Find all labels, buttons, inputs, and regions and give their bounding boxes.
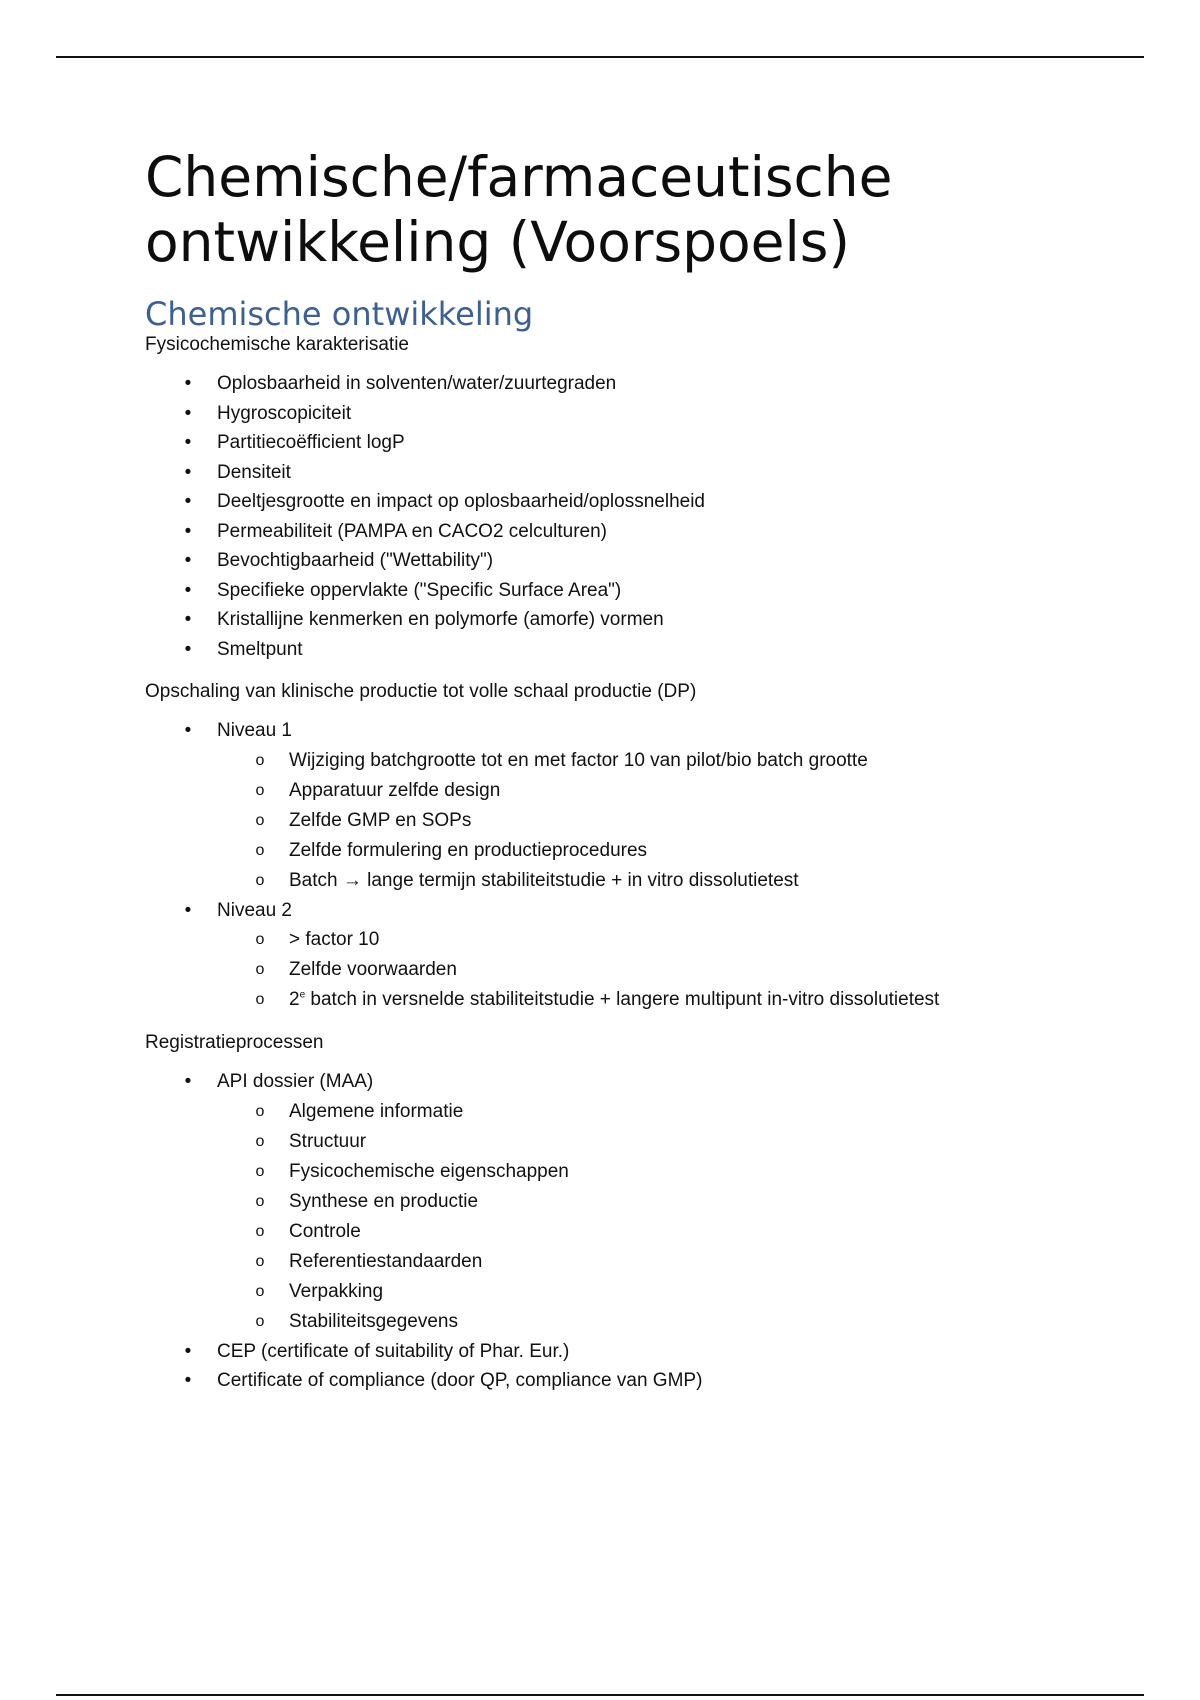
circle-bullet-icon: o	[255, 991, 265, 1008]
circle-bullet-icon: o	[255, 1132, 265, 1150]
list-item-text: CEP (certificate of suitability of Phar. Eur.)	[217, 1340, 570, 1362]
sublist-item	[217, 806, 1045, 836]
list-item	[145, 635, 1045, 665]
list-item-text: Bevochtigbaarheid ("Wettability")	[217, 550, 494, 571]
sublist-item	[217, 985, 1045, 1015]
sublist-item	[217, 1157, 1045, 1187]
list-item-text: Oplosbaarheid in solventen/water/zuurtegraden	[217, 373, 617, 394]
list-registratie	[145, 1067, 1045, 1396]
bullet-icon: •	[184, 550, 192, 571]
sublist-item-text: Synthese en productie	[289, 1190, 479, 1212]
list-item-text: Certificate of compliance (door QP, compliance van GMP)	[217, 1370, 703, 1391]
sublist-item-text: Fysicochemische eigenschappen	[289, 1160, 569, 1182]
sublist-niveau-1	[217, 746, 1045, 896]
sublist-item	[217, 836, 1045, 866]
list-item-compliance	[145, 1366, 1045, 1396]
sublist-item-text: Zelfde GMP en SOPs	[289, 809, 472, 831]
bullet-icon: •	[184, 1370, 192, 1391]
circle-bullet-icon: o	[255, 841, 265, 859]
circle-bullet-icon: o	[255, 1192, 265, 1210]
sublist-item-text: Zelfde formulering en productieprocedures	[289, 839, 648, 861]
list-item-text: Specifieke oppervlakte ("Specific Surface Area")	[217, 579, 622, 601]
list-item-text: Partitiecoëfficient logP	[217, 432, 405, 453]
circle-bullet-icon: o	[255, 751, 265, 769]
sublist-item-text: Batch → lange termijn stabiliteitstudie + in vitro dissolutietest	[289, 869, 799, 891]
bullet-icon: •	[184, 899, 192, 921]
list-item	[145, 428, 1045, 458]
ordinal-number: 2	[289, 989, 300, 1010]
list-item-text: Deeltjesgrootte en impact op oplosbaarheid/oplossnelheid	[217, 491, 705, 512]
circle-bullet-icon: o	[255, 1312, 265, 1330]
list-item-text: Niveau 1	[217, 720, 292, 741]
circle-bullet-icon: o	[255, 1102, 265, 1120]
bullet-icon: •	[184, 1340, 192, 1362]
document-title-line-1: Chemische/farmaceutische	[145, 145, 893, 209]
circle-bullet-icon: o	[255, 961, 265, 978]
sublist-item-text: > factor 10	[289, 929, 380, 950]
list-item-text: Permeabiliteit (PAMPA en CACO2 celculturen)	[217, 520, 608, 542]
bullet-icon: •	[184, 579, 192, 601]
sublist-item	[217, 1127, 1045, 1157]
list-item-text: Kristallijne kenmerken en polymorfe (amorfe) vormen	[217, 609, 664, 630]
sublist-item	[217, 866, 1045, 896]
list-opschaling	[145, 716, 1045, 1015]
list-item-api-dossier	[145, 1067, 1045, 1337]
sublist-api-dossier	[217, 1097, 1045, 1337]
circle-bullet-icon: o	[255, 1282, 265, 1300]
section-heading-chemische-ontwikkeling: Chemische ontwikkeling	[145, 295, 534, 333]
list-karakterisatie	[145, 369, 1045, 664]
sublist-niveau-2	[217, 925, 1045, 1015]
sublist-item-text: Algemene informatie	[289, 1100, 464, 1122]
sublist-item-text: Apparatuur zelfde design	[289, 779, 501, 801]
list-item-text: Niveau 2	[217, 899, 292, 921]
sublist-item	[217, 1217, 1045, 1247]
bullet-icon: •	[184, 491, 192, 512]
list-item	[145, 369, 1045, 399]
circle-bullet-icon: o	[255, 811, 265, 829]
bullet-icon: •	[184, 373, 192, 394]
bullet-icon: •	[184, 402, 192, 424]
sublist-item	[217, 1097, 1045, 1127]
sublist-item	[217, 776, 1045, 806]
list-item-niveau-1	[145, 716, 1045, 896]
bullet-icon: •	[184, 1071, 192, 1092]
sublist-item	[217, 746, 1045, 776]
bullet-icon: •	[184, 609, 192, 630]
list-item	[145, 605, 1045, 635]
list-item-text: Smeltpunt	[217, 638, 303, 660]
circle-bullet-icon: o	[255, 871, 265, 889]
ordinal-suffix: e	[299, 989, 306, 1001]
sublist-item-text: Controle	[289, 1220, 361, 1242]
sublist-item-rest: batch in versnelde stabiliteitstudie + langere multipunt in-vitro dissolutietest	[305, 989, 940, 1010]
list-item	[145, 517, 1045, 547]
subheading-registratieprocessen: Registratieprocessen	[145, 1032, 324, 1053]
bullet-icon: •	[184, 720, 192, 741]
circle-bullet-icon: o	[255, 1162, 265, 1180]
sublist-item-text: Zelfde voorwaarden	[289, 959, 457, 980]
subheading-fysicochemische: Fysicochemische karakterisatie	[145, 334, 409, 355]
sublist-item	[217, 1277, 1045, 1307]
list-item	[145, 458, 1045, 488]
circle-bullet-icon: o	[255, 1222, 265, 1240]
list-item-text: Hygroscopiciteit	[217, 402, 352, 424]
top-rule	[56, 56, 1144, 58]
list-item	[145, 546, 1045, 576]
sublist-item-text	[289, 989, 939, 1010]
circle-bullet-icon: o	[255, 1252, 265, 1270]
list-item	[145, 487, 1045, 517]
list-item-cep	[145, 1337, 1045, 1367]
bullet-icon: •	[184, 461, 192, 483]
sublist-item-text: Verpakking	[289, 1280, 384, 1302]
sublist-item-text: Referentiestandaarden	[289, 1250, 483, 1272]
sublist-item-text: Stabiliteitsgegevens	[289, 1310, 458, 1332]
list-item-text: Densiteit	[217, 461, 291, 483]
list-item-niveau-2	[145, 896, 1045, 1016]
sublist-item	[217, 1247, 1045, 1277]
sublist-item	[217, 1187, 1045, 1217]
sublist-item-text: Structuur	[289, 1130, 367, 1152]
sublist-item-text: Wijziging batchgrootte tot en met factor 10 van pilot/bio batch grootte	[289, 749, 868, 771]
list-item	[145, 576, 1045, 606]
sublist-item	[217, 955, 1045, 985]
sublist-item	[217, 1307, 1045, 1337]
list-item-text: API dossier (MAA)	[217, 1071, 374, 1092]
circle-bullet-icon: o	[255, 931, 265, 948]
document-title	[145, 145, 1045, 275]
circle-bullet-icon: o	[255, 781, 265, 799]
subheading-opschaling: Opschaling van klinische productie tot volle schaal productie (DP)	[145, 681, 697, 702]
sublist-item	[217, 925, 1045, 955]
bullet-icon: •	[184, 432, 192, 453]
bottom-rule	[56, 1694, 1144, 1696]
document-body	[145, 145, 1045, 1396]
bullet-icon: •	[184, 520, 192, 542]
document-title-line-2: ontwikkeling (Voorspoels)	[145, 210, 850, 274]
list-item	[145, 399, 1045, 429]
bullet-icon: •	[184, 638, 192, 660]
